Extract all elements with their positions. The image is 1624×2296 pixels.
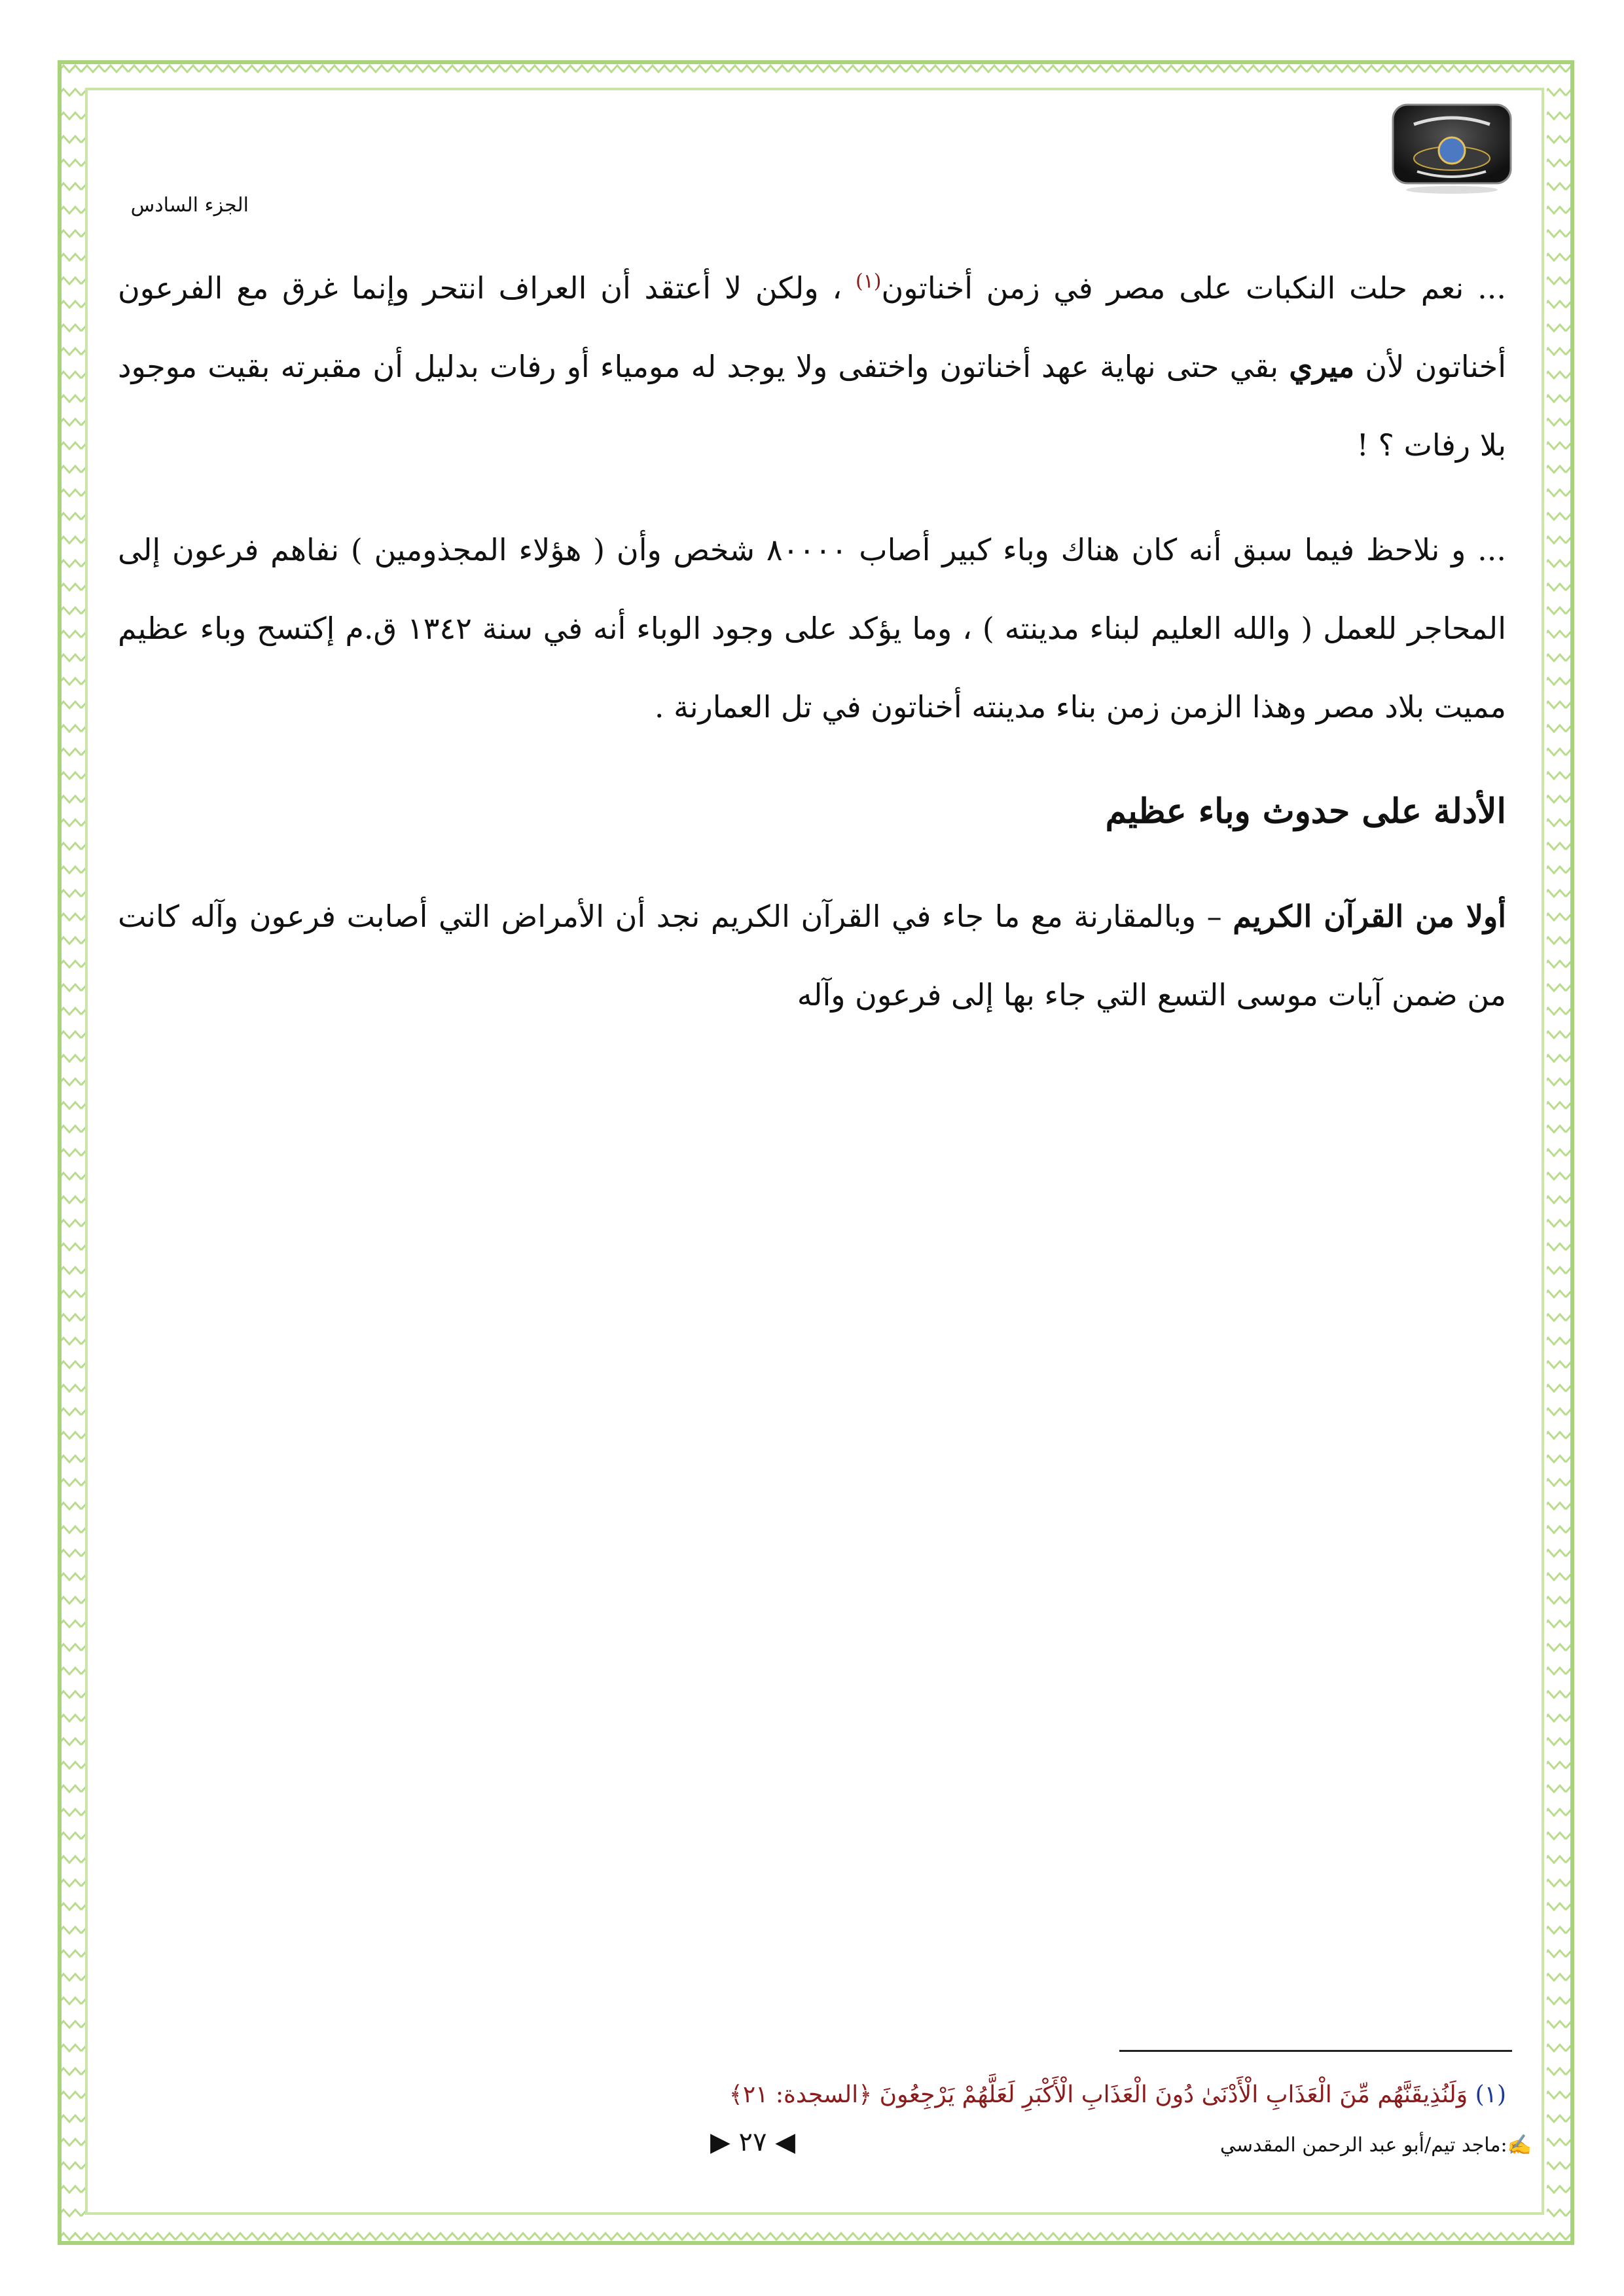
part-label: الجزء السادس (130, 194, 249, 217)
paragraph-2: ... و نلاحظ فيما سبق أنه كان هناك وباء كبير أصاب ٨٠٠٠٠ شخص وأن ( هؤلاء المجذومين ) نفاهم فرعون إلى المحاجر للعمل ( والله العليم لبناء مدينته ) ، وما يؤكد على وجود الوباء أنه في سنة ١٣٤٢ ق.م إكتسح وباء عظيم مميت بلاد مصر وهذا الزمن زمن بناء مدينته أخناتون في تل العمارنة . (118, 532, 1506, 725)
page-body (118, 249, 1506, 1060)
author-prefix: : (1500, 2134, 1507, 2157)
site-logo (1388, 98, 1519, 196)
section-heading: الأدلة على حدوث وباء عظيم (1105, 791, 1506, 831)
paragraph-1-end: بقي حتى نهاية عهد أخناتون واختفى ولا يوجد له مومياء أو رفات بدليل أن مقبرته بقيت موجود بلا رفات ؟ ! (118, 349, 1506, 463)
author-credit (1191, 2134, 1532, 2157)
pen-icon: ✍ (1507, 2134, 1532, 2157)
evidence-text: – وبالمقارنة مع ما جاء في القرآن الكريم نجد أن الأمراض التي أصابت فرعون وآله كانت من ضمن آيات موسى التسع التي جاء بها إلى فرعون وآله (118, 899, 1506, 1013)
paragraph-evidence (118, 877, 1506, 1034)
next-arrow-icon: ▶ (710, 2127, 731, 2157)
paragraph-1-start: ... نعم حلت النكبات على مصر في زمن أخناتون (881, 270, 1506, 306)
paragraph-1 (118, 249, 1506, 484)
paragraph-1-middle: ، ولكن لا أعتقد أن العراف انتحر وإنما غرق مع الفرعون أخناتون لأن (118, 270, 1506, 384)
page-number (674, 2127, 831, 2157)
footnote-number: (١) (1475, 2081, 1506, 2108)
evidence-lead: أولا من القرآن الكريم (1233, 899, 1506, 934)
footnote-text: وَلَنُذِيقَنَّهُم مِّنَ الْعَذَابِ الْأَدْنَىٰ دُونَ الْعَذَابِ الْأَكْبَرِ لَعَلَّهُمْ يَرْجِعُونَ ﴿السجدة: ٢١﴾ (729, 2081, 1475, 2108)
name-miri: ميري (1289, 349, 1355, 384)
page-number-value: ٢٧ (738, 2127, 767, 2157)
footnote-ref[interactable]: (١) (855, 270, 882, 293)
footnote-separator (1119, 2050, 1512, 2052)
prev-arrow-icon: ◀ (775, 2127, 795, 2157)
footnote (118, 2081, 1506, 2108)
author-name: ماجد تيم/أبو عبد الرحمن المقدسي (1219, 2134, 1501, 2157)
